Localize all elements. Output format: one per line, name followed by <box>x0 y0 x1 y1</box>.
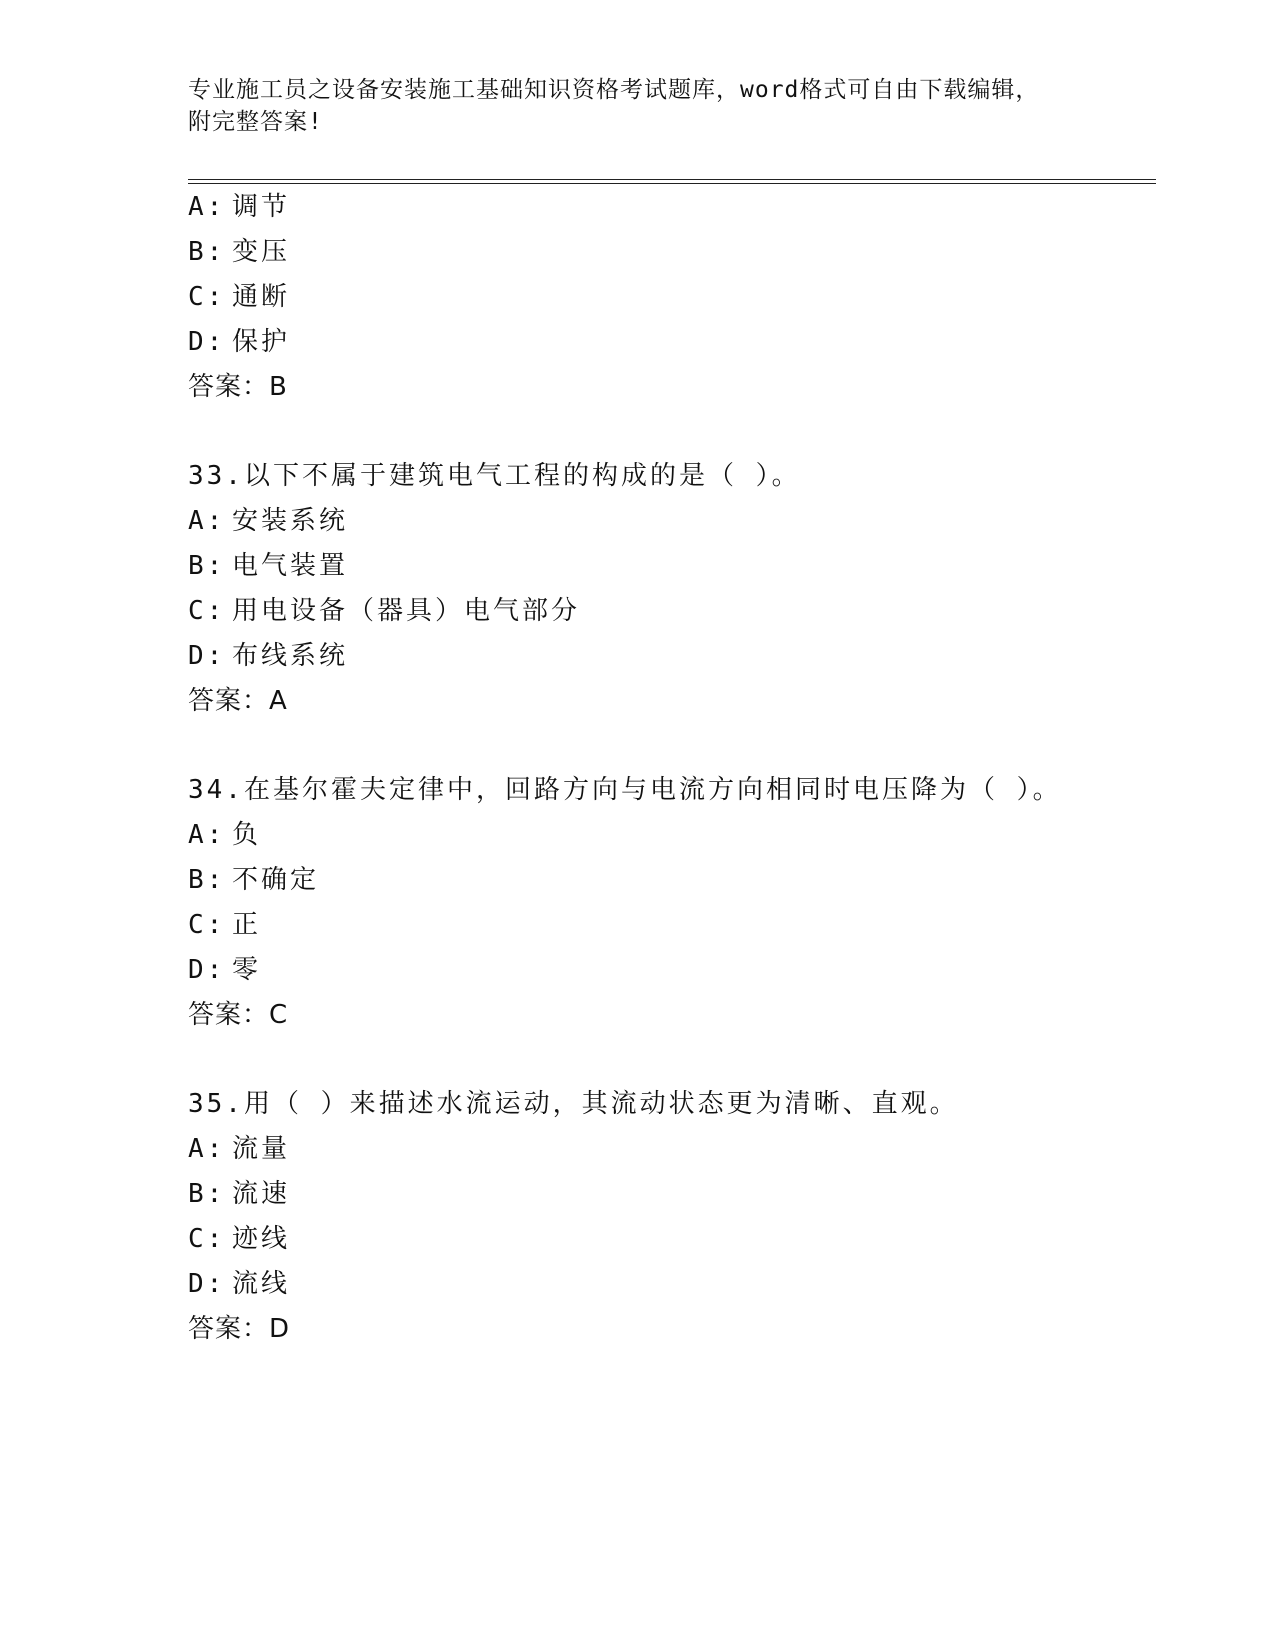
header-divider-bottom <box>188 183 1156 184</box>
header-line-1: 专业施工员之设备安装施工基础知识资格考试题库，word格式可自由下载编辑， <box>188 77 1040 103</box>
q32-option-b <box>188 235 290 269</box>
option-label: D: <box>188 955 226 985</box>
option-text: 流量 <box>232 1134 291 1164</box>
q32-option-c <box>188 280 290 314</box>
option-label: A: <box>188 1134 226 1164</box>
option-label: C: <box>188 910 226 940</box>
option-label: D: <box>188 641 226 671</box>
q35-question: 35.用（ ）来描述水流运动，其流动状态更为清晰、直观。 <box>188 1089 959 1119</box>
q34-option-b <box>188 863 319 897</box>
option-label: B: <box>188 1179 226 1209</box>
q32-answer: 答案：B <box>188 372 288 402</box>
option-text: 变压 <box>232 237 291 267</box>
q33-question: 33.以下不属于建筑电气工程的构成的是（ ）。 <box>188 461 801 491</box>
option-text: 正 <box>232 910 262 940</box>
option-label: B: <box>188 551 226 581</box>
option-text: 用电设备（器具）电气部分 <box>232 596 581 626</box>
header-line-2: 附完整答案! <box>188 109 323 135</box>
q35-option-b <box>188 1177 290 1211</box>
option-label: A: <box>188 820 226 850</box>
option-label: B: <box>188 237 226 267</box>
q33-option-c <box>188 594 580 628</box>
option-text: 不确定 <box>232 865 320 895</box>
q35-option-d <box>188 1267 290 1301</box>
option-label: C: <box>188 282 226 312</box>
q35-option-c <box>188 1222 290 1256</box>
option-label: C: <box>188 596 226 626</box>
option-label: A: <box>188 506 226 536</box>
option-text: 安装系统 <box>232 506 349 536</box>
option-label: B: <box>188 865 226 895</box>
option-label: A: <box>188 192 226 222</box>
option-text: 流速 <box>232 1179 291 1209</box>
header-divider-top <box>188 179 1156 180</box>
option-text: 零 <box>232 955 262 985</box>
q33-option-d <box>188 639 348 673</box>
q32-option-d <box>188 325 290 359</box>
q32-option-a <box>188 190 290 224</box>
q33-answer: 答案：A <box>188 686 288 716</box>
option-text: 调节 <box>232 192 291 222</box>
q34-option-c <box>188 908 261 942</box>
document-header <box>188 74 1088 138</box>
q34-option-d <box>188 953 261 987</box>
q35-option-a <box>188 1132 290 1166</box>
option-text: 流线 <box>232 1269 291 1299</box>
option-text: 通断 <box>232 282 291 312</box>
option-text: 保护 <box>232 327 291 357</box>
option-label: D: <box>188 327 226 357</box>
option-label: C: <box>188 1224 226 1254</box>
q33-option-b <box>188 549 348 583</box>
q34-question: 34.在基尔霍夫定律中，回路方向与电流方向相同时电压降为（ ）。 <box>188 775 1062 805</box>
option-label: D: <box>188 1269 226 1299</box>
option-text: 电气装置 <box>232 551 349 581</box>
q35-answer: 答案：D <box>188 1314 291 1344</box>
q34-option-a <box>188 818 261 852</box>
option-text: 布线系统 <box>232 641 349 671</box>
option-text: 迹线 <box>232 1224 291 1254</box>
q34-answer: 答案：C <box>188 1000 289 1030</box>
option-text: 负 <box>232 820 262 850</box>
q33-option-a <box>188 504 348 538</box>
